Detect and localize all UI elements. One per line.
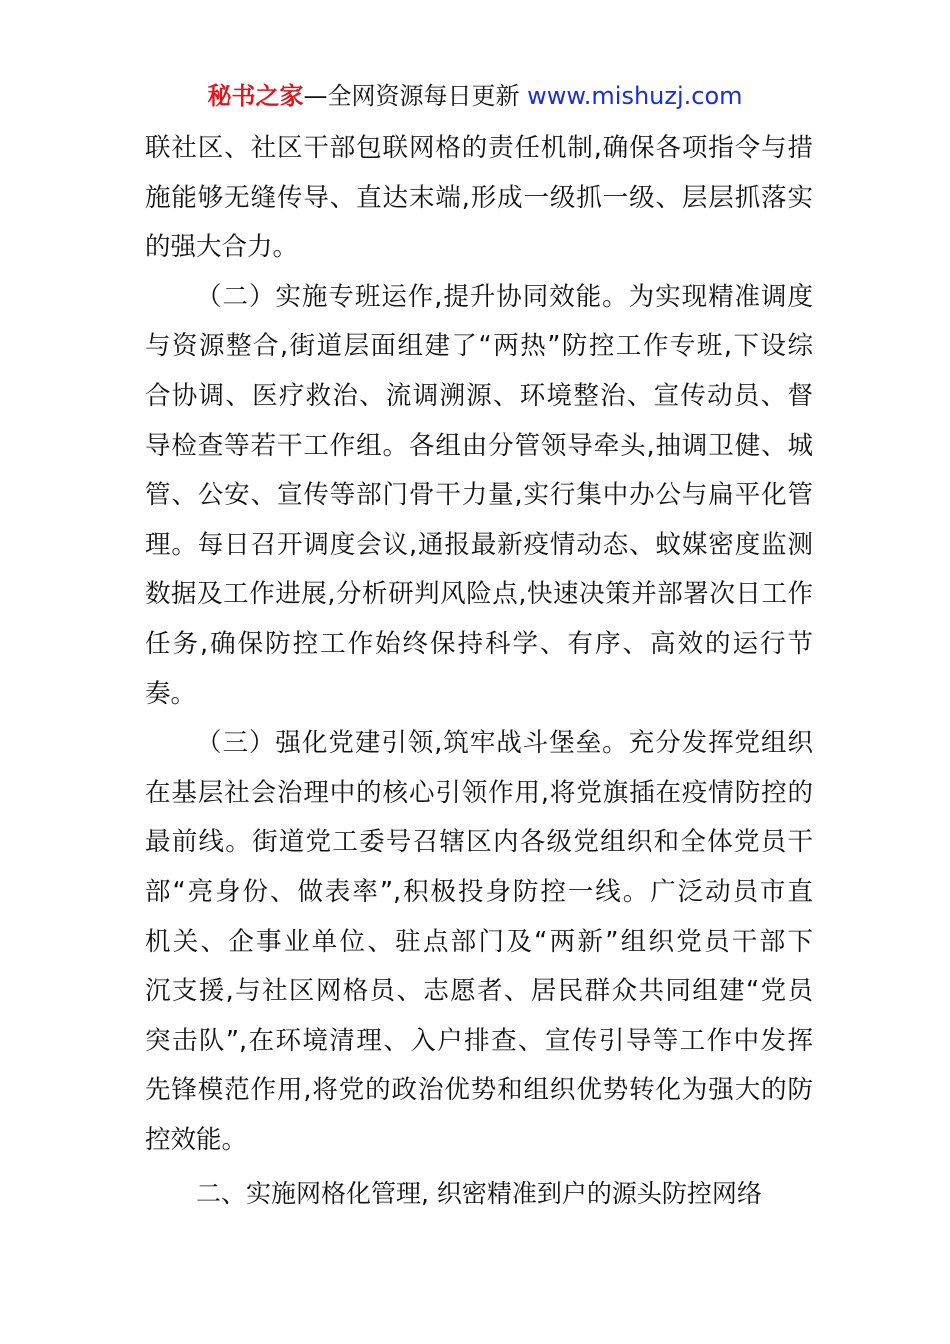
section-heading: 二、实施网格化管理, 织密精准到户的源头防控网络	[196, 1179, 762, 1208]
site-brand: 秘书之家	[207, 82, 304, 110]
text-line: 联社区、社区干部包联网格的责任机制,确保各项指令与措	[145, 133, 813, 163]
text-line: 沉支援,与社区网格员、志愿者、居民群众共同组建“党员	[145, 976, 813, 1007]
text-line: 奏。	[145, 678, 197, 709]
text-line: （三）强化党建引领,筑牢战斗堡垒。充分发挥党组织	[196, 728, 813, 759]
site-header	[0, 78, 950, 114]
text-line: 最前线。街道党工委号召辖区内各级党组织和全体党员干	[145, 827, 813, 858]
text-line: 突击队”,在环境清理、入户排查、宣传引导等工作中发挥	[145, 1025, 813, 1056]
text-line: 合协调、医疗救治、流调溯源、环境整治、宣传动员、督	[145, 380, 813, 411]
text-line: 机关、企事业单位、驻点部门及“两新”组织党员干部下	[145, 926, 813, 957]
text-line: 控效能。	[145, 1124, 248, 1155]
text-line: 先锋模范作用,将党的政治优势和组织优势转化为强大的防	[145, 1075, 813, 1106]
text-line: 与资源整合,街道层面组建了“两热”防控工作专班,下设综	[145, 331, 813, 362]
text-line: 施能够无缝传导、直达末端,形成一级抓一级、层层抓落实	[145, 182, 813, 213]
document-body	[145, 124, 813, 1165]
site-tagline: —全网资源每日更新	[303, 82, 520, 110]
text-line: 的强大合力。	[145, 232, 299, 263]
text-line: 任务,确保防控工作始终保持科学、有序、高效的运行节	[145, 628, 813, 659]
text-line: （二）实施专班运作,提升协同效能。为实现精准调度	[196, 281, 813, 312]
text-line: 管、公安、宣传等部门骨干力量,实行集中办公与扁平化管	[145, 480, 813, 511]
text-line: 数据及工作进展,分析研判风险点,快速决策并部署次日工作	[145, 579, 813, 610]
text-line: 在基层社会治理中的核心引领作用,将党旗插在疫情防控的	[145, 777, 813, 808]
text-line: 部“亮身份、做表率”,积极投身防控一线。广泛动员市直	[145, 876, 813, 907]
text-line: 理。每日召开调度会议,通报最新疫情动态、蚊媒密度监测	[145, 529, 813, 560]
site-url-link[interactable]: www.mishuzj.com	[527, 82, 743, 110]
text-line: 导检查等若干工作组。各组由分管领导牵头,抽调卫健、城	[145, 430, 813, 461]
